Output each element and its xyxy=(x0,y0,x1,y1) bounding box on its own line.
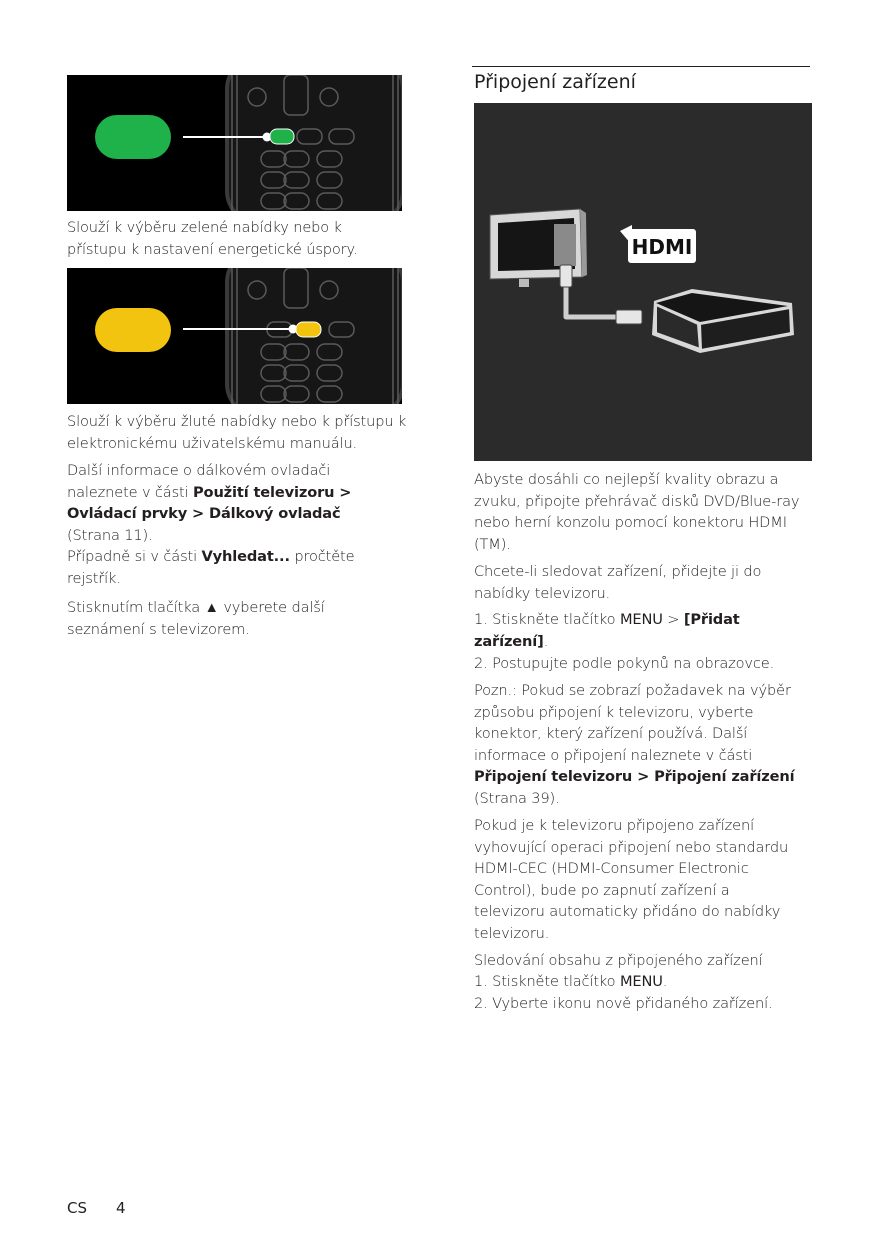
note-paragraph: Pozn.: Pokud se zobrazí požadavek na výběr způsobu připojení k televizoru, vyberte konektor, který zařízení používá. Další informace o připojení naleznete v části Připojení televizoru > Připojení zařízení (Strana 39). xyxy=(474,682,795,807)
remote-info-link[interactable]: Použití televizoru > Ovládací prvky > Dálkový ovladač xyxy=(67,483,352,522)
menu-key-label: MENU xyxy=(619,611,663,628)
watch-title: Sledování obsahu z připojeného zařízení xyxy=(474,952,763,969)
hdmi-connection-illustration xyxy=(474,103,812,461)
search-link[interactable]: Vyhledat... xyxy=(201,548,290,565)
watch-step-2: 2. Vyberte ikonu nově přidaného zařízení. xyxy=(474,995,773,1012)
para-add-device: Chcete-li sledovat zařízení, přidejte ji do nabídky televizoru. xyxy=(474,563,762,602)
remote-yellow-button-illustration xyxy=(67,268,402,404)
para-hdmi-cec: Pokud je k televizoru připojeno zařízení vyhovující operaci připojení nebo standardu HDMI-CEC (HDMI-Consumer Electronic Control), bude po zapnutí zařízení a televizoru automaticky přidáno do nabídky televizoru. xyxy=(474,817,789,942)
green-key-callout xyxy=(95,115,171,159)
remote-green-button-illustration xyxy=(67,75,402,211)
section-rule xyxy=(472,66,810,67)
add-device-option[interactable]: [Přidat zařízení] xyxy=(474,611,740,650)
up-arrow-icon: ▲ xyxy=(204,599,219,616)
connect-device-link[interactable]: Připojení televizoru > Připojení zařízení xyxy=(474,768,795,785)
footer-language: CS xyxy=(67,1199,87,1217)
page-number: 4 xyxy=(116,1199,126,1217)
step-2: 2. Postupujte podle pokynů na obrazovce. xyxy=(474,655,775,672)
yellow-key-callout xyxy=(95,308,171,352)
remote-info-paragraph: Další informace o dálkovém ovladači naleznete v části Použití televizoru > Ovládací prvky > Dálkový ovladač (Strana 11). xyxy=(67,462,352,544)
step-1: 1. Stiskněte tlačítko MENU > [Přidat zařízení]. xyxy=(474,611,740,650)
section-title: Připojení zařízení xyxy=(474,71,636,93)
yellow-key xyxy=(296,322,321,337)
next-paragraph: Stisknutím tlačítka ▲ vyberete další seznámení s televizorem. xyxy=(67,599,325,638)
menu-key-label-2: MENU xyxy=(619,973,663,990)
green-key xyxy=(270,129,294,144)
search-paragraph: Případně si v části Vyhledat... pročtěte rejstřík. xyxy=(67,548,355,587)
player-device-icon xyxy=(652,289,794,353)
para-quality: Abyste dosáhli co nejlepší kvality obrazu a zvuku, připojte přehrávač disků DVD/Blue-ray nebo herní konzolu pomocí konektoru HDMI (TM). xyxy=(474,471,800,553)
hdmi-label: HDMI xyxy=(631,235,693,259)
caption-green: Slouží k výběru zelené nabídky nebo k přístupu k nastavení energetické úspory. xyxy=(67,219,358,258)
watch-step-1: 1. Stiskněte tlačítko MENU. xyxy=(474,973,668,990)
caption-yellow: Slouží k výběru žluté nabídky nebo k přístupu k elektronickému uživatelskému manuálu. xyxy=(67,413,407,452)
hdmi-label-badge xyxy=(620,225,696,263)
